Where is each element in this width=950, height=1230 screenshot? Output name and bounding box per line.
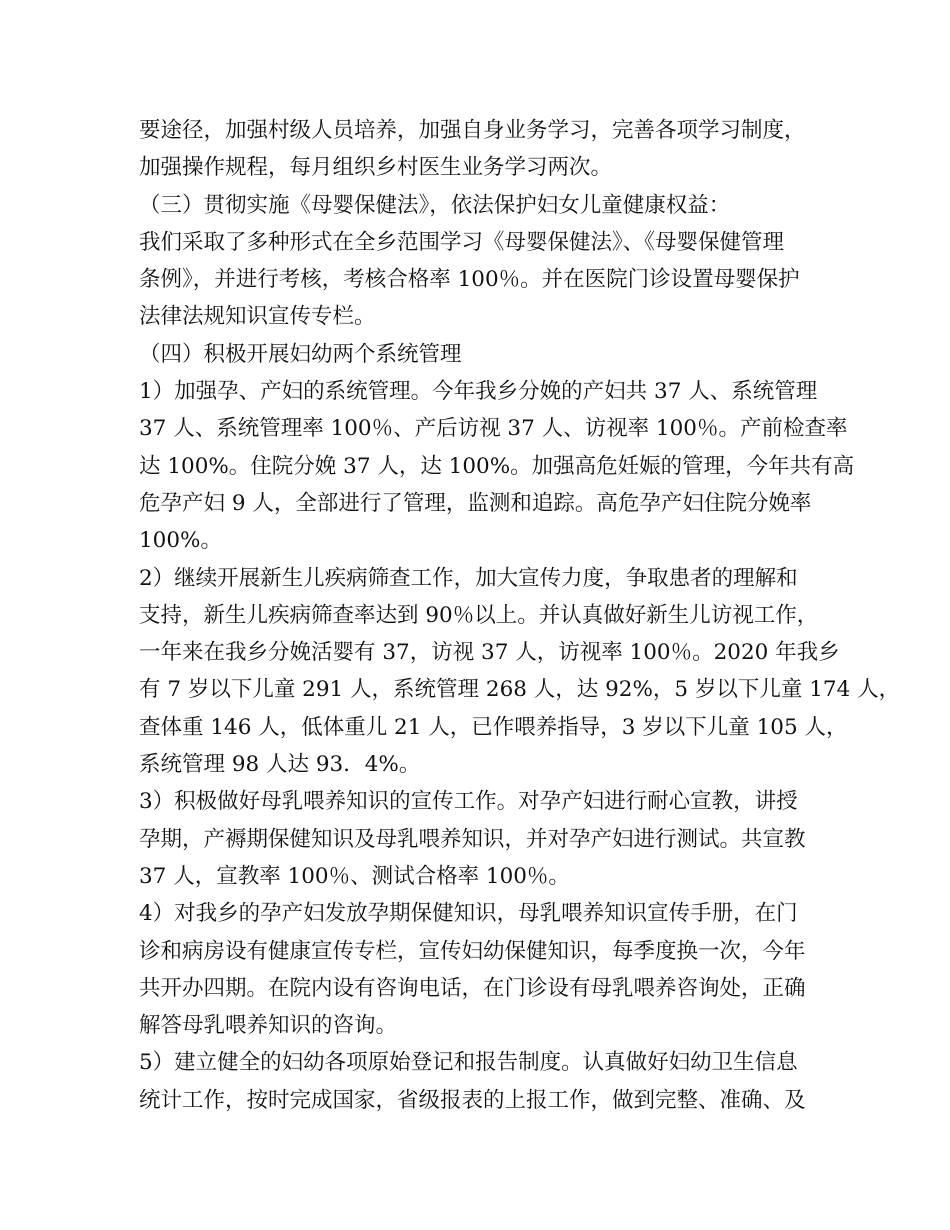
section-heading-3: （三）贯彻实施《母婴保健法》，依法保护妇女儿童健康权益： (139, 192, 731, 218)
text-line: 危孕产妇 9 人，全部进行了管理，监测和追踪。高危孕产妇住院分娩率 (139, 490, 812, 516)
text-line: 1）加强孕、产妇的系统管理。今年我乡分娩的产妇共 37 人、系统管理 (139, 379, 818, 405)
text-line: 37 人、系统管理率 100％、产后访视 37 人、访视率 100％。产前检查率 (139, 416, 848, 442)
text-line: 3）积极做好母乳喂养知识的宣传工作。对孕产妇进行耐心宣教，讲授 (139, 789, 798, 815)
section-heading-4: （四）积极开展妇幼两个系统管理 (139, 341, 462, 367)
text-line: 支持，新生儿疾病筛查率达到 90％以上。并认真做好新生儿访视工作， (139, 602, 819, 628)
text-line: 2）继续开展新生儿疾病筛查工作，加大宣传力度，争取患者的理解和 (139, 565, 798, 591)
text-line: 统计工作，按时完成国家，省级报表的上报工作，做到完整、准确、及 (139, 1087, 806, 1113)
text-line: 诊和病房设有健康宣传专栏，宣传妇幼保健知识，每季度换一次，今年 (139, 938, 806, 964)
text-line: 查体重 146 人，低体重儿 21 人，已作喂养指导，3 岁以下儿童 105 人， (139, 714, 848, 740)
text-line: 加强操作规程，每月组织乡村医生业务学习两次。 (139, 155, 613, 181)
text-line: 解答母乳喂养知识的咨询。 (139, 1013, 398, 1039)
text-line: 37 人，宣教率 100％、测试合格率 100％。 (139, 863, 570, 889)
text-line: 要途径，加强村级人员培养，加强自身业务学习，完善各项学习制度， (139, 118, 806, 143)
document-body (139, 112, 901, 1119)
text-line: 有 7 岁以下儿童 291 人，系统管理 268 人，达 92%，5 岁以下儿童 174 人， (139, 677, 901, 703)
text-line: 5）建立健全的妇幼各项原始登记和报告制度。认真做好妇幼卫生信息 (139, 1050, 798, 1076)
text-line: 我们采取了多种形式在全乡范围学习《母婴保健法》、《母婴保健管理 (139, 229, 785, 255)
text-line: 孕期，产褥期保健知识及母乳喂养知识，并对孕产妇进行测试。共宣教 (139, 826, 806, 852)
text-line: 4）对我乡的孕产妇发放孕期保健知识，母乳喂养知识宣传手册，在门 (139, 901, 798, 927)
text-line: 达 100%。住院分娩 37 人，达 100%。加强高危妊娠的管理，今年共有高 (139, 453, 855, 479)
text-line: 100%。 (139, 528, 222, 554)
text-line: 条例》，并进行考核，考核合格率 100％。并在医院门诊设置母婴保护 (139, 267, 800, 293)
text-line: 共开办四期。在院内设有咨询电话，在门诊设有母乳喂养咨询处，正确 (139, 975, 806, 1001)
text-line: 一年来在我乡分娩活婴有 37，访视 37 人，访视率 100％。2020 年我乡 (139, 640, 840, 666)
text-line: 系统管理 98 人达 93．4%。 (139, 752, 421, 778)
text-line: 法律法规知识宣传专栏。 (139, 304, 376, 330)
